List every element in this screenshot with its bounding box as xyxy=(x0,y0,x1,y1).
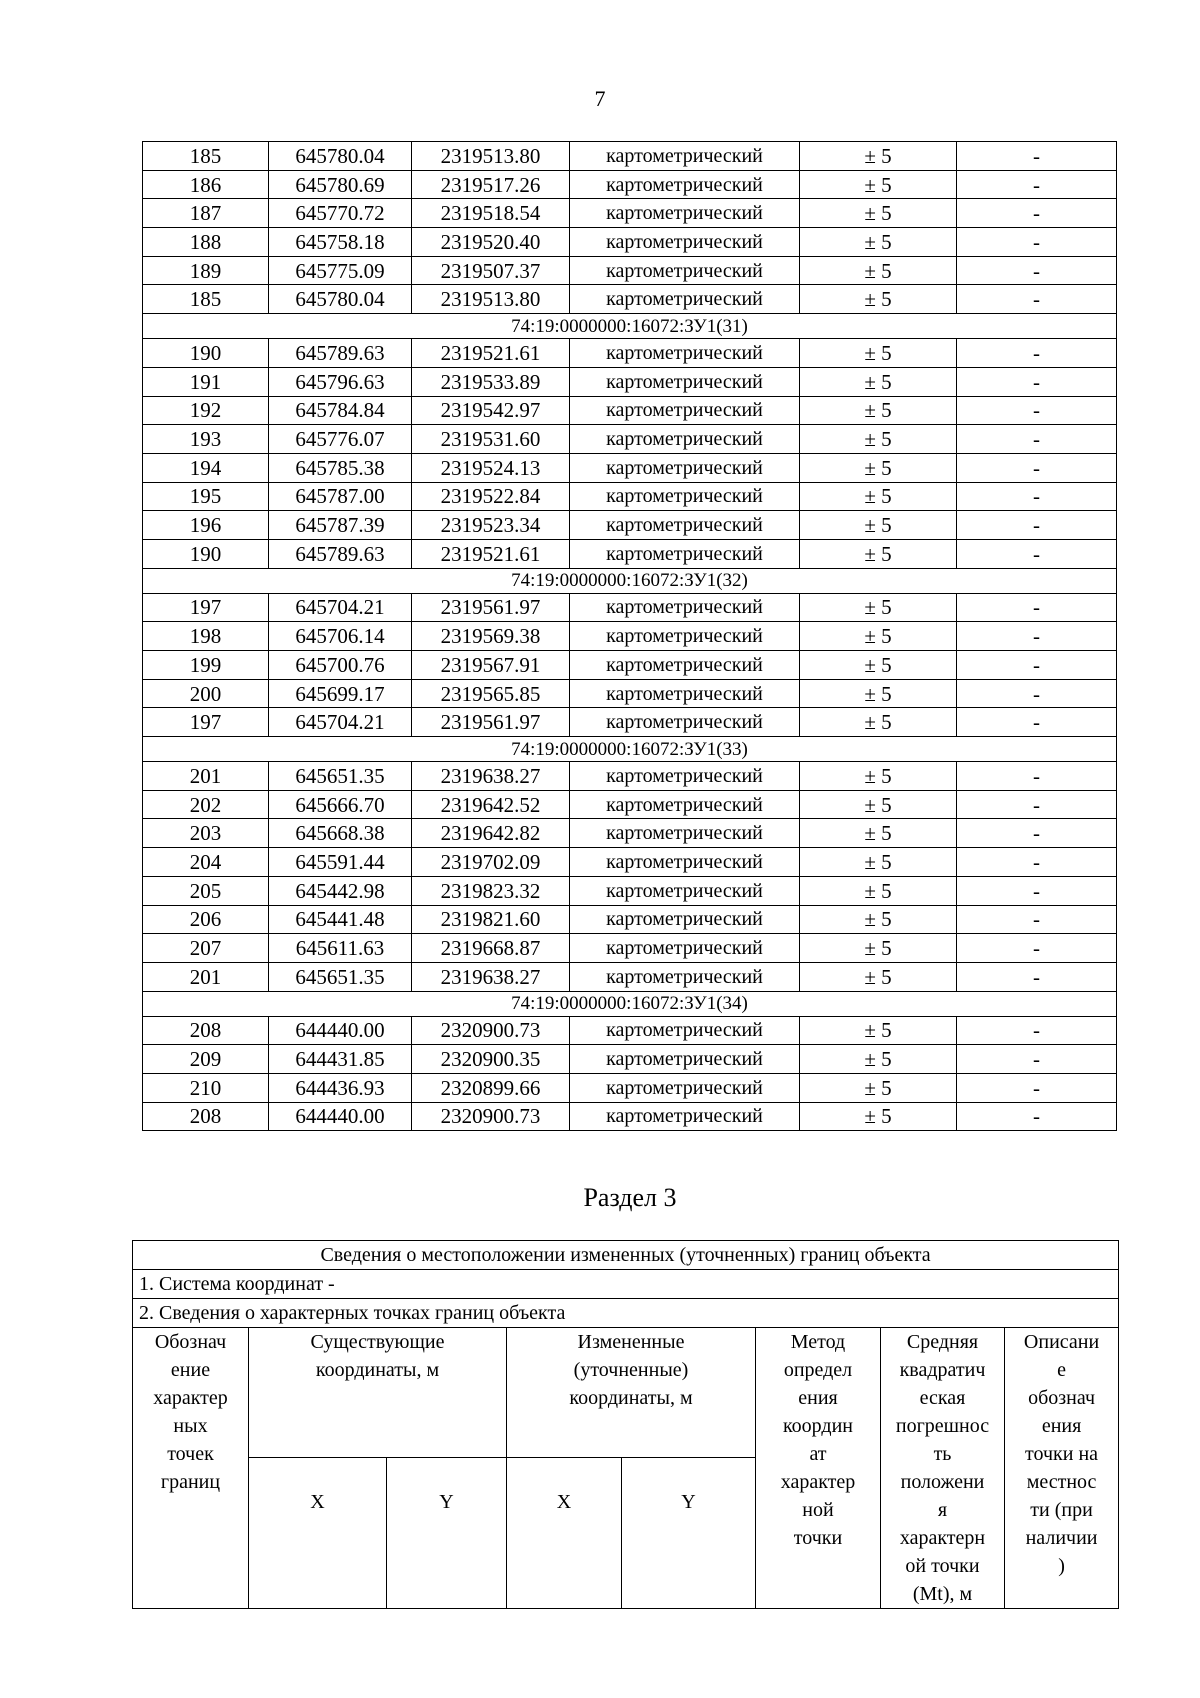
point-number: 196 xyxy=(143,511,269,540)
table-row xyxy=(143,396,1117,425)
method: картометрический xyxy=(570,339,800,368)
x-coordinate: 645704.21 xyxy=(269,593,412,622)
table-row xyxy=(143,199,1117,228)
x-coordinate: 645699.17 xyxy=(269,679,412,708)
x-coordinate: 645789.63 xyxy=(269,339,412,368)
method: картометрический xyxy=(570,142,800,171)
point-number: 200 xyxy=(143,679,269,708)
header-line: ение xyxy=(170,1359,211,1381)
y-coordinate: 2319518.54 xyxy=(412,199,570,228)
page-number: 7 xyxy=(594,86,606,111)
point-number: 190 xyxy=(143,539,269,568)
description: - xyxy=(957,1102,1117,1131)
point-number: 202 xyxy=(143,790,269,819)
section-title: Раздел 3 xyxy=(583,1183,677,1212)
y-coordinate: 2319823.32 xyxy=(412,876,570,905)
method: картометрический xyxy=(570,622,800,651)
y-coordinate: 2319567.91 xyxy=(412,651,570,680)
table-row xyxy=(143,876,1117,905)
header-line: точки xyxy=(793,1527,843,1549)
point-number: 185 xyxy=(143,142,269,171)
method: картометрический xyxy=(570,539,800,568)
point-number: 190 xyxy=(143,339,269,368)
header-line: местнос xyxy=(1026,1471,1097,1493)
point-number: 185 xyxy=(143,285,269,314)
method: картометрический xyxy=(570,708,800,737)
description: - xyxy=(957,1016,1117,1045)
table-row xyxy=(143,142,1117,171)
y-coordinate: 2319565.85 xyxy=(412,679,570,708)
y-coordinate: 2319533.89 xyxy=(412,367,570,396)
table-row xyxy=(143,790,1117,819)
method: картометрический xyxy=(570,425,800,454)
section-label: 74:19:0000000:16072:ЗУ1(31) xyxy=(143,314,1117,339)
accuracy: ± 5 xyxy=(800,228,957,257)
header-accuracy xyxy=(881,1328,1005,1609)
description: - xyxy=(957,593,1117,622)
header-line: квадратич xyxy=(899,1359,986,1381)
point-number: 188 xyxy=(143,228,269,257)
accuracy: ± 5 xyxy=(800,762,957,791)
method: картометрический xyxy=(570,962,800,991)
header-line: ения xyxy=(1041,1415,1082,1437)
y-coordinate: 2319642.82 xyxy=(412,819,570,848)
x-coordinate: 644436.93 xyxy=(269,1073,412,1102)
header-line: ат xyxy=(809,1443,827,1465)
y-coordinate: 2320900.73 xyxy=(412,1102,570,1131)
x-coordinate: 645776.07 xyxy=(269,425,412,454)
x-coordinate: 645770.72 xyxy=(269,199,412,228)
header-line: характерн xyxy=(899,1527,986,1549)
section-label: 74:19:0000000:16072:ЗУ1(33) xyxy=(143,737,1117,762)
x-coordinate: 645780.04 xyxy=(269,142,412,171)
method: картометрический xyxy=(570,790,800,819)
point-number: 192 xyxy=(143,396,269,425)
x-coordinate: 645706.14 xyxy=(269,622,412,651)
x-coordinate: 645700.76 xyxy=(269,651,412,680)
accuracy: ± 5 xyxy=(800,142,957,171)
section-header-row xyxy=(143,568,1117,593)
header-existing-y: Y xyxy=(387,1458,507,1609)
header-line: наличии xyxy=(1025,1527,1098,1549)
header-line: положени xyxy=(900,1471,985,1493)
section-header-row xyxy=(143,991,1117,1016)
y-coordinate: 2319507.37 xyxy=(412,256,570,285)
header-line: Метод xyxy=(790,1331,846,1353)
accuracy: ± 5 xyxy=(800,170,957,199)
method: картометрический xyxy=(570,511,800,540)
y-coordinate: 2319513.80 xyxy=(412,142,570,171)
header-line: (уточненные) xyxy=(573,1359,689,1381)
description: - xyxy=(957,285,1117,314)
method: картометрический xyxy=(570,819,800,848)
y-coordinate: 2320899.66 xyxy=(412,1073,570,1102)
table-row xyxy=(143,228,1117,257)
method: картометрический xyxy=(570,593,800,622)
x-coordinate: 645591.44 xyxy=(269,848,412,877)
x-coordinate: 645796.63 xyxy=(269,367,412,396)
header-existing-x: X xyxy=(249,1458,387,1609)
header-line: Измененные xyxy=(577,1331,685,1353)
header-line: характер xyxy=(153,1387,228,1409)
section-label: 74:19:0000000:16072:ЗУ1(34) xyxy=(143,991,1117,1016)
header-line: обознач xyxy=(1028,1387,1096,1409)
y-coordinate: 2320900.73 xyxy=(412,1016,570,1045)
accuracy: ± 5 xyxy=(800,848,957,877)
point-number: 203 xyxy=(143,819,269,848)
accuracy: ± 5 xyxy=(800,367,957,396)
accuracy: ± 5 xyxy=(800,622,957,651)
header-line: погрешнос xyxy=(895,1415,990,1437)
description: - xyxy=(957,622,1117,651)
accuracy: ± 5 xyxy=(800,199,957,228)
header-line: характер xyxy=(780,1471,856,1493)
table-row xyxy=(143,1045,1117,1074)
y-coordinate: 2319517.26 xyxy=(412,170,570,199)
x-coordinate: 645441.48 xyxy=(269,905,412,934)
table-row xyxy=(143,367,1117,396)
description: - xyxy=(957,142,1117,171)
method: картометрический xyxy=(570,876,800,905)
method: картометрический xyxy=(570,1102,800,1131)
table-row xyxy=(143,905,1117,934)
x-coordinate: 645780.04 xyxy=(269,285,412,314)
y-coordinate: 2319521.61 xyxy=(412,339,570,368)
point-number: 193 xyxy=(143,425,269,454)
y-coordinate: 2319668.87 xyxy=(412,934,570,963)
accuracy: ± 5 xyxy=(800,651,957,680)
method: картометрический xyxy=(570,762,800,791)
y-coordinate: 2319520.40 xyxy=(412,228,570,257)
accuracy: ± 5 xyxy=(800,256,957,285)
y-coordinate: 2319513.80 xyxy=(412,285,570,314)
table-row xyxy=(143,482,1117,511)
y-coordinate: 2319522.84 xyxy=(412,482,570,511)
header-line: точек xyxy=(167,1443,214,1465)
description: - xyxy=(957,425,1117,454)
method: картометрический xyxy=(570,453,800,482)
y-coordinate: 2319524.13 xyxy=(412,453,570,482)
x-coordinate: 645442.98 xyxy=(269,876,412,905)
accuracy: ± 5 xyxy=(800,511,957,540)
point-number: 191 xyxy=(143,367,269,396)
section-header-row xyxy=(143,314,1117,339)
accuracy: ± 5 xyxy=(800,934,957,963)
method: картометрический xyxy=(570,199,800,228)
description: - xyxy=(957,962,1117,991)
method: картометрический xyxy=(570,1016,800,1045)
y-coordinate: 2319821.60 xyxy=(412,905,570,934)
method: картометрический xyxy=(570,170,800,199)
description: - xyxy=(957,256,1117,285)
point-number: 208 xyxy=(143,1016,269,1045)
point-number: 201 xyxy=(143,962,269,991)
x-coordinate: 645785.38 xyxy=(269,453,412,482)
x-coordinate: 645651.35 xyxy=(269,962,412,991)
point-number: 210 xyxy=(143,1073,269,1102)
header-line: ных xyxy=(173,1415,208,1437)
header-line: определ xyxy=(783,1359,853,1381)
point-number: 199 xyxy=(143,651,269,680)
y-coordinate: 2319638.27 xyxy=(412,962,570,991)
accuracy: ± 5 xyxy=(800,876,957,905)
x-coordinate: 645787.39 xyxy=(269,511,412,540)
description: - xyxy=(957,367,1117,396)
table-row xyxy=(143,511,1117,540)
method: картометрический xyxy=(570,905,800,934)
accuracy: ± 5 xyxy=(800,425,957,454)
y-coordinate: 2319521.61 xyxy=(412,539,570,568)
method: картометрический xyxy=(570,651,800,680)
table-row xyxy=(143,762,1117,791)
point-number: 187 xyxy=(143,199,269,228)
header-line: границ xyxy=(160,1471,221,1493)
header-line: ной xyxy=(802,1499,834,1521)
header-method xyxy=(756,1328,881,1609)
y-coordinate: 2319642.52 xyxy=(412,790,570,819)
table-row xyxy=(143,1016,1117,1045)
y-coordinate: 2319638.27 xyxy=(412,762,570,791)
point-number: 207 xyxy=(143,934,269,963)
x-coordinate: 644440.00 xyxy=(269,1016,412,1045)
description: - xyxy=(957,511,1117,540)
header-line: Описани xyxy=(1023,1331,1100,1353)
description: - xyxy=(957,708,1117,737)
table-row xyxy=(143,962,1117,991)
point-number: 208 xyxy=(143,1102,269,1131)
x-coordinate: 645611.63 xyxy=(269,934,412,963)
table-row xyxy=(143,593,1117,622)
header-line: е xyxy=(1057,1359,1066,1381)
y-coordinate: 2319531.60 xyxy=(412,425,570,454)
header-line: точки на xyxy=(1025,1443,1099,1465)
x-coordinate: 645704.21 xyxy=(269,708,412,737)
table-row xyxy=(143,170,1117,199)
y-coordinate: 2319702.09 xyxy=(412,848,570,877)
method: картометрический xyxy=(570,396,800,425)
x-coordinate: 645668.38 xyxy=(269,819,412,848)
header-changed-x: X xyxy=(507,1458,622,1609)
method: картометрический xyxy=(570,285,800,314)
point-number: 206 xyxy=(143,905,269,934)
table-row xyxy=(143,453,1117,482)
description: - xyxy=(957,1045,1117,1074)
accuracy: ± 5 xyxy=(800,482,957,511)
header-line: я xyxy=(937,1499,948,1521)
point-number: 197 xyxy=(143,593,269,622)
point-number: 205 xyxy=(143,876,269,905)
table-row xyxy=(143,934,1117,963)
method: картометрический xyxy=(570,848,800,877)
description: - xyxy=(957,482,1117,511)
header-changed-coordinates xyxy=(507,1328,756,1458)
accuracy: ± 5 xyxy=(800,285,957,314)
section3-table-title: Сведения о местоположении измененных (уточненных) границ объекта xyxy=(133,1241,1119,1270)
accuracy: ± 5 xyxy=(800,1073,957,1102)
description: - xyxy=(957,339,1117,368)
header-line: ) xyxy=(1058,1555,1065,1577)
point-number: 195 xyxy=(143,482,269,511)
method: картометрический xyxy=(570,228,800,257)
table-row xyxy=(143,708,1117,737)
table-row xyxy=(143,339,1117,368)
description: - xyxy=(957,199,1117,228)
y-coordinate: 2319561.97 xyxy=(412,593,570,622)
header-line: координаты, м xyxy=(569,1387,693,1409)
description: - xyxy=(957,848,1117,877)
header-line: координаты, м xyxy=(315,1359,440,1381)
method: картометрический xyxy=(570,256,800,285)
y-coordinate: 2319523.34 xyxy=(412,511,570,540)
description: - xyxy=(957,1073,1117,1102)
point-number: 197 xyxy=(143,708,269,737)
header-line: ения xyxy=(798,1387,838,1409)
x-coordinate: 645666.70 xyxy=(269,790,412,819)
x-coordinate: 645758.18 xyxy=(269,228,412,257)
table-row xyxy=(143,425,1117,454)
table-row xyxy=(143,679,1117,708)
accuracy: ± 5 xyxy=(800,790,957,819)
description: - xyxy=(957,876,1117,905)
description: - xyxy=(957,679,1117,708)
header-line: (Mt), м xyxy=(912,1583,973,1605)
accuracy: ± 5 xyxy=(800,679,957,708)
point-number: 204 xyxy=(143,848,269,877)
method: картометрический xyxy=(570,1045,800,1074)
table-row xyxy=(143,622,1117,651)
header-line: Обознач xyxy=(154,1331,227,1353)
coordinate-system: 1. Система координат - xyxy=(133,1270,1119,1299)
description: - xyxy=(957,539,1117,568)
header-line: ти (при xyxy=(1030,1499,1093,1521)
point-number: 209 xyxy=(143,1045,269,1074)
header-line: еская xyxy=(919,1387,966,1409)
description: - xyxy=(957,651,1117,680)
y-coordinate: 2319569.38 xyxy=(412,622,570,651)
description: - xyxy=(957,170,1117,199)
header-line: ой точки xyxy=(905,1555,980,1577)
method: картометрический xyxy=(570,482,800,511)
x-coordinate: 645780.69 xyxy=(269,170,412,199)
x-coordinate: 645775.09 xyxy=(269,256,412,285)
section3-table xyxy=(132,1240,1119,1609)
header-line: Существующие xyxy=(310,1331,445,1353)
description: - xyxy=(957,819,1117,848)
accuracy: ± 5 xyxy=(800,1016,957,1045)
table-row xyxy=(143,285,1117,314)
header-line: ть xyxy=(933,1443,952,1465)
x-coordinate: 645651.35 xyxy=(269,762,412,791)
accuracy: ± 5 xyxy=(800,593,957,622)
point-number: 189 xyxy=(143,256,269,285)
y-coordinate: 2320900.35 xyxy=(412,1045,570,1074)
x-coordinate: 645784.84 xyxy=(269,396,412,425)
table-row xyxy=(143,256,1117,285)
accuracy: ± 5 xyxy=(800,339,957,368)
accuracy: ± 5 xyxy=(800,453,957,482)
method: картометрический xyxy=(570,679,800,708)
accuracy: ± 5 xyxy=(800,962,957,991)
accuracy: ± 5 xyxy=(800,396,957,425)
points-info: 2. Сведения о характерных точках границ объекта xyxy=(133,1299,1119,1328)
description: - xyxy=(957,934,1117,963)
description: - xyxy=(957,905,1117,934)
method: картометрический xyxy=(570,934,800,963)
description: - xyxy=(957,228,1117,257)
y-coordinate: 2319542.97 xyxy=(412,396,570,425)
point-number: 201 xyxy=(143,762,269,791)
accuracy: ± 5 xyxy=(800,708,957,737)
section-label: 74:19:0000000:16072:ЗУ1(32) xyxy=(143,568,1117,593)
table-row xyxy=(143,651,1117,680)
accuracy: ± 5 xyxy=(800,905,957,934)
description: - xyxy=(957,396,1117,425)
table-row xyxy=(143,539,1117,568)
accuracy: ± 5 xyxy=(800,539,957,568)
description: - xyxy=(957,453,1117,482)
section-header-row xyxy=(143,737,1117,762)
x-coordinate: 645789.63 xyxy=(269,539,412,568)
table-row xyxy=(143,1073,1117,1102)
header-line: координ xyxy=(782,1415,854,1437)
header-changed-y: Y xyxy=(622,1458,756,1609)
x-coordinate: 644440.00 xyxy=(269,1102,412,1131)
description: - xyxy=(957,790,1117,819)
header-point-designation xyxy=(133,1328,249,1609)
table-row xyxy=(143,848,1117,877)
header-existing-coordinates xyxy=(249,1328,507,1458)
accuracy: ± 5 xyxy=(800,819,957,848)
point-number: 198 xyxy=(143,622,269,651)
coordinates-table xyxy=(142,141,1117,1131)
method: картометрический xyxy=(570,1073,800,1102)
description: - xyxy=(957,762,1117,791)
y-coordinate: 2319561.97 xyxy=(412,708,570,737)
x-coordinate: 645787.00 xyxy=(269,482,412,511)
header-line: Средняя xyxy=(906,1331,979,1353)
accuracy: ± 5 xyxy=(800,1102,957,1131)
x-coordinate: 644431.85 xyxy=(269,1045,412,1074)
point-number: 194 xyxy=(143,453,269,482)
table-row xyxy=(143,1102,1117,1131)
method: картометрический xyxy=(570,367,800,396)
accuracy: ± 5 xyxy=(800,1045,957,1074)
point-number: 186 xyxy=(143,170,269,199)
header-description xyxy=(1005,1328,1119,1609)
table-row xyxy=(143,819,1117,848)
